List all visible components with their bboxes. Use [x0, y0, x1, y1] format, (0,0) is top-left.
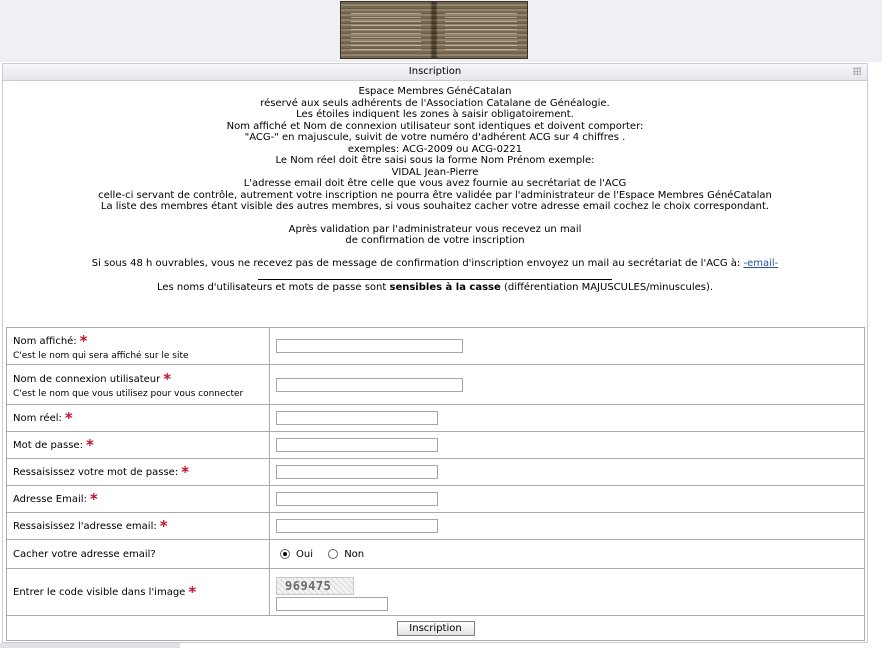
panel-title [3, 64, 867, 81]
separator-line [258, 279, 612, 280]
real-name-input[interactable] [276, 411, 438, 425]
form-row-email-confirm [7, 513, 865, 540]
form-row-password [7, 432, 865, 459]
password-confirm-input[interactable] [276, 465, 438, 479]
spacer [3, 247, 867, 258]
bottom-strip [0, 643, 180, 648]
display-name-input[interactable] [276, 339, 463, 353]
field-input-cell [270, 540, 865, 569]
spacer [3, 213, 867, 224]
form-row-email [7, 486, 865, 513]
confirmation-note [3, 258, 867, 270]
field-label-cell [7, 432, 270, 459]
captcha-input[interactable] [276, 597, 388, 611]
field-input-cell [270, 365, 865, 405]
field-label-cell [7, 328, 270, 365]
registration-form [6, 327, 865, 641]
resize-grip-icon[interactable] [853, 67, 861, 75]
hide-email-no-radio[interactable] [328, 549, 338, 559]
login-name-hint: C'est le nom que vous utilisez pour vous connecter [13, 389, 244, 399]
top-band [0, 0, 882, 62]
case-note-text-end: (différentiation MAJUSCULES/minuscules). [500, 282, 714, 293]
password-input[interactable] [276, 438, 438, 452]
validation-line: Après validation par l'administrateur vous recevez un mail [288, 223, 582, 235]
required-star: * [89, 490, 98, 508]
panel-title-text: Inscription [408, 66, 462, 77]
intro-text [3, 81, 867, 294]
field-label-cell [7, 459, 270, 486]
required-star: * [181, 463, 190, 481]
hide-email-no-label[interactable]: Non [344, 548, 365, 560]
required-star: * [85, 436, 94, 454]
intro-line: Nom affiché et Nom de connexion utilisateur sont identiques et doivent comporter: [226, 120, 644, 132]
intro-line: "ACG-" en majuscule, suivit de votre numéro d'adhérent ACG sur 4 chiffres . [244, 132, 626, 143]
case-sensitivity-note [3, 282, 867, 294]
email-link[interactable]: -email- [743, 257, 779, 269]
display-name-label: Nom affiché: [13, 335, 77, 347]
required-star: * [163, 370, 172, 388]
intro-line: Espace Membres GénéCatalan [358, 86, 512, 97]
confirmation-text: Si sous 48 h ouvrables, vous ne recevez pas de message de confirmation d'inscription envoyez un mail au secrétariat de l'ACG à: [91, 257, 741, 269]
captcha-label: Entrer le code visible dans l'image [13, 587, 186, 598]
case-note-text: Les noms d'utilisateurs et mots de passe sont [156, 282, 390, 293]
header-image-old-book [340, 1, 528, 59]
intro-line: Les étoiles indiquent les zones à saisir obligatoirement. [296, 109, 574, 120]
display-name-hint: C'est le nom qui sera affiché sur le site [13, 350, 189, 361]
required-star: * [188, 583, 197, 601]
intro-line: réservé aux seuls adhérents de l'Association Catalane de Généalogie. [260, 97, 610, 109]
validation-line: de confirmation de votre inscription [345, 235, 525, 246]
case-note-bold: sensibles à la casse [389, 282, 501, 293]
login-name-label: Nom de connexion utilisateur [13, 374, 161, 385]
field-input-cell [270, 569, 865, 616]
registration-panel [2, 63, 868, 643]
field-input-cell [270, 486, 865, 513]
hide-email-label: Cacher votre adresse email? [13, 548, 156, 560]
form-row-password-confirm [7, 459, 865, 486]
field-label-cell [7, 405, 270, 432]
field-label-cell [7, 540, 270, 569]
field-label-cell [7, 513, 270, 540]
form-row-real-name [7, 405, 865, 432]
form-row-hide-email [7, 540, 865, 569]
form-row-captcha [7, 569, 865, 616]
required-star: * [64, 409, 73, 427]
password-label: Mot de passe: [13, 440, 83, 451]
intro-line: Le Nom réel doit être saisi sous la forme Nom Prénom exemple: [275, 155, 595, 166]
login-name-input[interactable] [276, 378, 463, 392]
submit-cell [7, 616, 865, 641]
email-confirm-input[interactable] [276, 519, 438, 533]
field-input-cell [270, 459, 865, 486]
intro-line: exemples: ACG-2009 ou ACG-0221 [347, 143, 523, 155]
required-star: * [79, 331, 88, 350]
intro-line: La liste des membres étant visible des autres membres, si vous souhaitez cacher votre adresse email cochez le choix correspondant. [100, 201, 770, 212]
field-label-cell [7, 569, 270, 616]
field-input-cell [270, 513, 865, 540]
email-label: Adresse Email: [13, 494, 87, 505]
form-row-login-name [7, 365, 865, 405]
form-row-display-name [7, 328, 865, 365]
hide-email-yes-label[interactable]: Oui [296, 548, 313, 560]
intro-line: celle-ci servant de contrôle, autrement votre inscription ne pourra être validée par l'administrateur de l'Espace Membres GénéCatalan [98, 189, 772, 201]
intro-line: L'adresse email doit être celle que vous avez fournie au secrétariat de l'ACG [243, 178, 627, 189]
field-input-cell [270, 328, 865, 365]
submit-button[interactable]: Inscription [397, 621, 475, 636]
field-label-cell [7, 486, 270, 513]
captcha-image: 969475 [276, 577, 354, 595]
email-input[interactable] [276, 492, 438, 506]
email-confirm-label: Ressaisissez l'adresse email: [13, 521, 157, 532]
hide-email-yes-radio[interactable] [280, 549, 290, 559]
field-label-cell [7, 365, 270, 405]
field-input-cell [270, 405, 865, 432]
real-name-label: Nom réel: [13, 413, 62, 424]
password-confirm-label: Ressaisissez votre mot de passe: [13, 467, 179, 478]
intro-line: VIDAL Jean-Pierre [391, 166, 479, 178]
required-star: * [159, 517, 168, 535]
field-input-cell [270, 432, 865, 459]
form-row-submit [7, 616, 865, 641]
